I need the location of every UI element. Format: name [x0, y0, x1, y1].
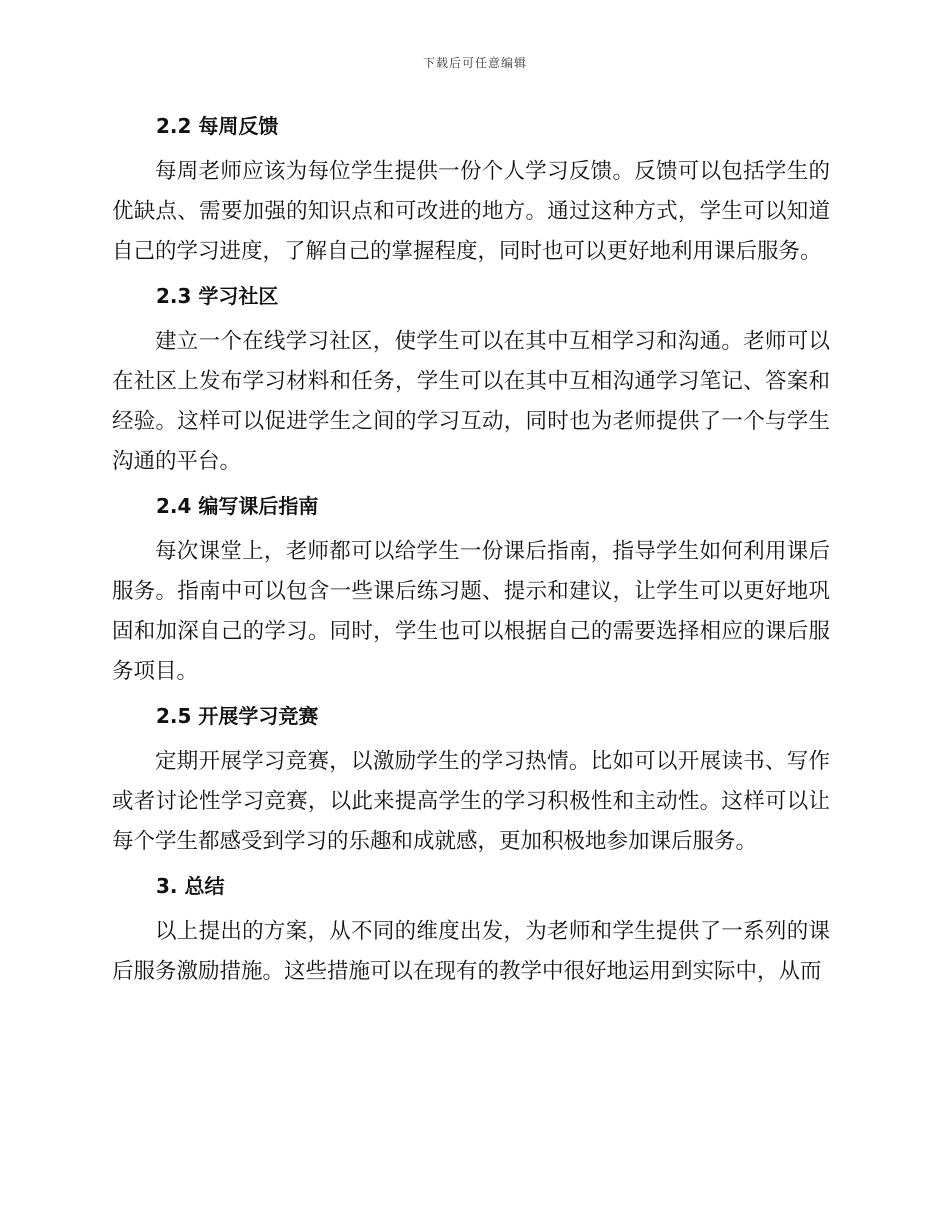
section-learning-community — [112, 278, 830, 488]
section-heading: 2.2 每周反馈 — [156, 114, 279, 138]
section-paragraph: 建立一个在线学习社区，使学生可以在其中互相学习和沟通。老师可以在社区上发布学习材料和任务，学生可以在其中互相沟通学习笔记、答案和经验。这样可以促进学生之间的学习互动，同时也为老师提供了一个与学生沟通的平台。 — [112, 329, 830, 474]
section-paragraph: 定期开展学习竞赛，以激励学生的学习热情。比如可以开展读书、写作或者讨论性学习竞赛，以此来提高学生的学习积极性和主动性。这样可以让每个学生都感受到学习的乐趣和成就感，更加积极地参加课后服务。 — [112, 749, 830, 854]
section-weekly-feedback — [112, 108, 830, 278]
section-heading: 2.5 开展学习竞赛 — [156, 704, 319, 728]
section-paragraph: 每次课堂上，老师都可以给学生一份课后指南，指导学生如何利用课后服务。指南中可以包含一些课后练习题、提示和建议，让学生可以更好地巩固和加深自己的学习。同时，学生也可以根据自己的需要选择相应的课后服务项目。 — [112, 539, 830, 684]
section-after-class-guide — [112, 488, 830, 698]
section-heading: 3. 总结 — [156, 874, 225, 898]
section-heading: 2.4 编写课后指南 — [156, 494, 319, 518]
document-body — [112, 108, 830, 992]
section-summary — [112, 868, 830, 992]
section-paragraph: 每周老师应该为每位学生提供一份个人学习反馈。反馈可以包括学生的优缺点、需要加强的知识点和可改进的地方。通过这种方式，学生可以知道自己的学习进度，了解自己的掌握程度，同时也可以更好地利用课后服务。 — [112, 159, 830, 264]
section-learning-competition — [112, 698, 830, 868]
header-note: 下载后可任意编辑 — [422, 56, 527, 70]
section-paragraph: 以上提出的方案，从不同的维度出发，为老师和学生提供了一系列的课后服务激励措施。这些措施可以在现有的教学中很好地运用到实际中，从而 — [112, 919, 830, 984]
section-heading: 2.3 学习社区 — [156, 284, 279, 308]
